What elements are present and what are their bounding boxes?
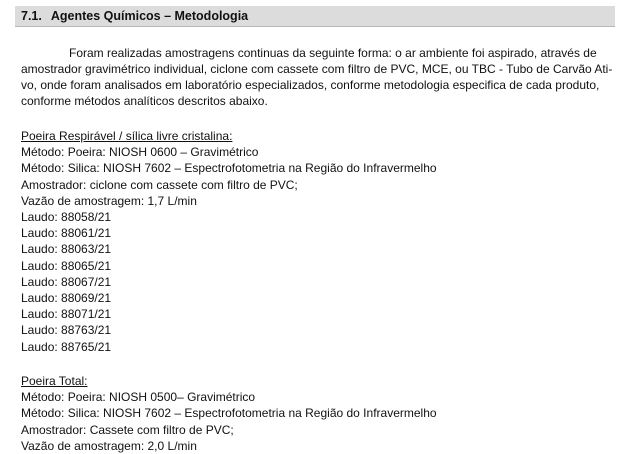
poeira-total-title: Poeira Total: (21, 374, 88, 388)
flow-rate-line: Vazão de amostragem: 2,0 L/min (21, 438, 197, 453)
sampler-line: Amostrador: Cassete com filtro de PVC; (21, 422, 234, 437)
section-heading (15, 6, 615, 27)
laudo-line: Laudo: 88071/21 (21, 307, 112, 322)
laudo-line: Laudo: 88069/21 (21, 291, 112, 306)
sampler-line: Amostrador: ciclone com cassete com filtro de PVC; (21, 177, 298, 192)
intro-line: vo, onde foram analisados em laboratório especializados, conforme metodologia especifica de cada produto, (21, 78, 600, 92)
laudo-line: Laudo: 88061/21 (21, 226, 112, 241)
flow-rate-line: Vazão de amostragem: 1,7 L/min (21, 193, 197, 208)
section-title: Agentes Químicos – Metodologia (50, 9, 249, 23)
laudo-line: Laudo: 88063/21 (21, 242, 112, 257)
intro-line: amostrador gravimétrico individual, ciclone com cassete com filtro de PVC, MCE, ou TBC - Tubo de Carvão Ati- (21, 62, 613, 76)
poeira-respiravel-title: Poeira Respirável / sílica livre cristalina: (21, 129, 233, 143)
method-line: Método: Poeira: NIOSH 0500– Gravimétrico (21, 390, 256, 405)
section-number: 7.1. (21, 9, 42, 23)
poeira-respiravel-block (21, 128, 613, 355)
laudo-line: Laudo: 88065/21 (21, 258, 112, 273)
intro-line: Foram realizadas amostragens continuas da seguinte forma: o ar ambiente foi aspirado, através de (69, 46, 597, 60)
method-line: Método: Silica: NIOSH 7602 – Espectrofotometria na Região do Infravermelho (21, 406, 437, 421)
laudo-line: Laudo: 88765/21 (21, 339, 112, 354)
method-line: Método: Silica: NIOSH 7602 – Espectrofotometria na Região do Infravermelho (21, 161, 437, 176)
intro-paragraph (21, 45, 613, 109)
laudo-line: Laudo: 88058/21 (21, 210, 112, 225)
laudo-line: Laudo: 88763/21 (21, 323, 112, 338)
laudo-line: Laudo: 88067/21 (21, 274, 112, 289)
method-line: Método: Poeira: NIOSH 0600 – Gravimétrico (21, 145, 259, 160)
poeira-total-block (21, 373, 613, 454)
intro-line: conforme métodos analíticos descritos abaixo. (21, 94, 268, 108)
